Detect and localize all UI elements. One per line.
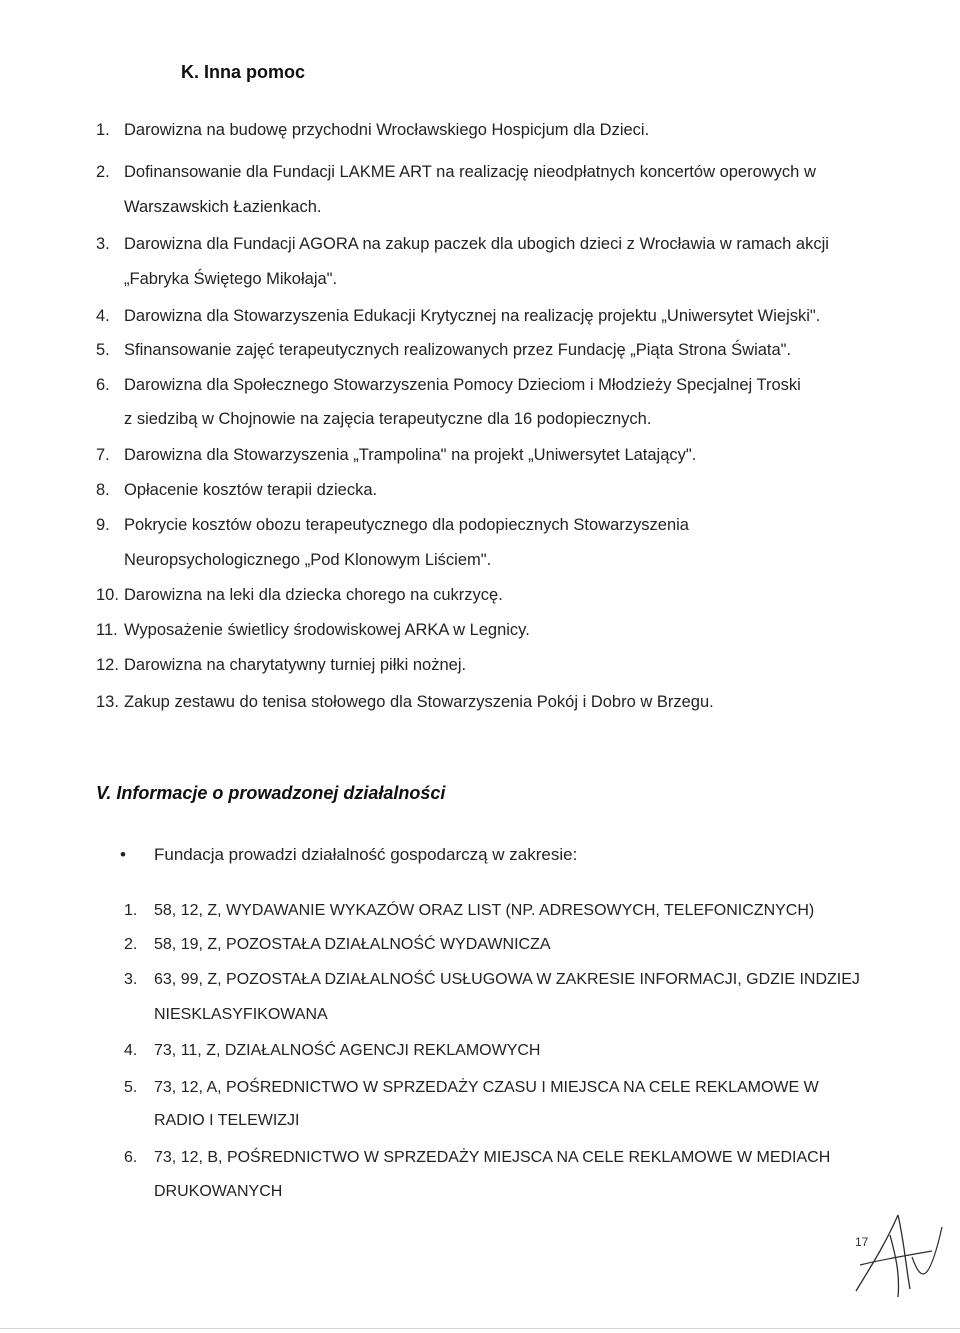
- handwritten-signature-icon: [850, 1205, 950, 1305]
- section-v-heading: V. Informacje o prowadzonej działalności: [96, 783, 446, 803]
- list-item-continuation: RADIO I TELEWIZJI: [154, 1112, 300, 1129]
- list-item-continuation: DRUKOWANYCH: [154, 1183, 283, 1200]
- document-page: K. Inna pomoc 1. Darowizna na budowę przychodni Wrocławskiego Hospicjum dla Dzieci. 2. Dofinansowanie dla Fundacji LAKME ART na realizację nieodpłatnych koncertów operowych w Warszawskich Łazienkach. 3. Darowizna dla Fundacji AGORA na zakup paczek dla ubogich dzieci z Wrocławia w ramach akcji „Fabryka Świętego Mikołaja". 4. Darowizna dla Stowarzyszenia Edukacji Krytycznej na realizację projektu „Uniwersytet Wiejski". 5. Sfinansowanie zajęć terapeutycznych realizowanych przez Fundację „Piąta Strona Świata". 6. Darowizna dla Społecznego Stowarzyszenia Pomocy Dzieciom i Młodzieży Specjalnej Troski z siedzibą w Chojnowie na zajęcia terapeutyczne dla 16 podopiecznych. 7. Darowizna dla Stowarzyszenia „Trampolina" na projekt „Uniwersytet Latający". 8. Opłacenie kosztów terapii dziecka. 9. Pokrycie kosztów obozu terapeutycznego dla podopiecznych Stowarzyszenia Neuropsychologicznego „Pod Klonowym Liściem". 10. Darowizna na leki dla dziecka chorego na cukrzycę. 11. Wyposażenie świetlicy środowiskowej ARKA w Legnicy. 12. Darowizna na charytatywny turniej piłki nożnej. 13. Zakup zestawu do tenisa stołowego dla Stowarzyszenia Pokój i Dobro w Brzegu. V. Informacje o prowadzonej działalności • Fundacja prowadzi działalność gospodarczą w zakresie: 1. 58, 12, Z, WYDAWANIE WYKAZÓW ORAZ LIST (NP. ADRESOWYCH, TELEFONICZNYCH) 2. 58, 19, Z, POZOSTAŁA DZIAŁALNOŚĆ WYDAWNICZA 3. 63, 99, Z, POZOSTAŁA DZIAŁALNOŚĆ USŁUGOWA W ZAKRESIE INFORMACJI, GDZIE INDZIEJ NIESKLASYFIKOWANA 4. 73, 11, Z, DZIAŁALNOŚĆ AGENCJI REKLAMOWYCH 5. 73, 12, A, POŚREDNICTWO W SPRZEDAŻY CZASU I MIEJSCA NA CELE REKLAMOWE W RADIO I TELEWIZJI 6. 73, 12, B, POŚREDNICTWO W SPRZEDAŻY MIEJSCA NA CELE REKLAMOWE W MEDIACH DRUKOWANYCH 17: [0, 0, 960, 1333]
- list-item-continuation: Warszawskich Łazienkach.: [124, 198, 322, 216]
- page-number: 17: [855, 1235, 869, 1249]
- list-item-continuation: NIESKLASYFIKOWANA: [154, 1006, 328, 1023]
- page-bottom-border: [0, 1328, 960, 1329]
- list-item-continuation: z siedzibą w Chojnowie na zajęcia terapeutyczne dla 16 podopiecznych.: [124, 410, 652, 428]
- list-item-continuation: „Fabryka Świętego Mikołaja".: [124, 270, 338, 288]
- list-item-continuation: Neuropsychologicznego „Pod Klonowym Liściem".: [124, 551, 492, 569]
- bullet-icon: •: [120, 845, 126, 864]
- section-k-heading: K. Inna pomoc: [181, 62, 306, 82]
